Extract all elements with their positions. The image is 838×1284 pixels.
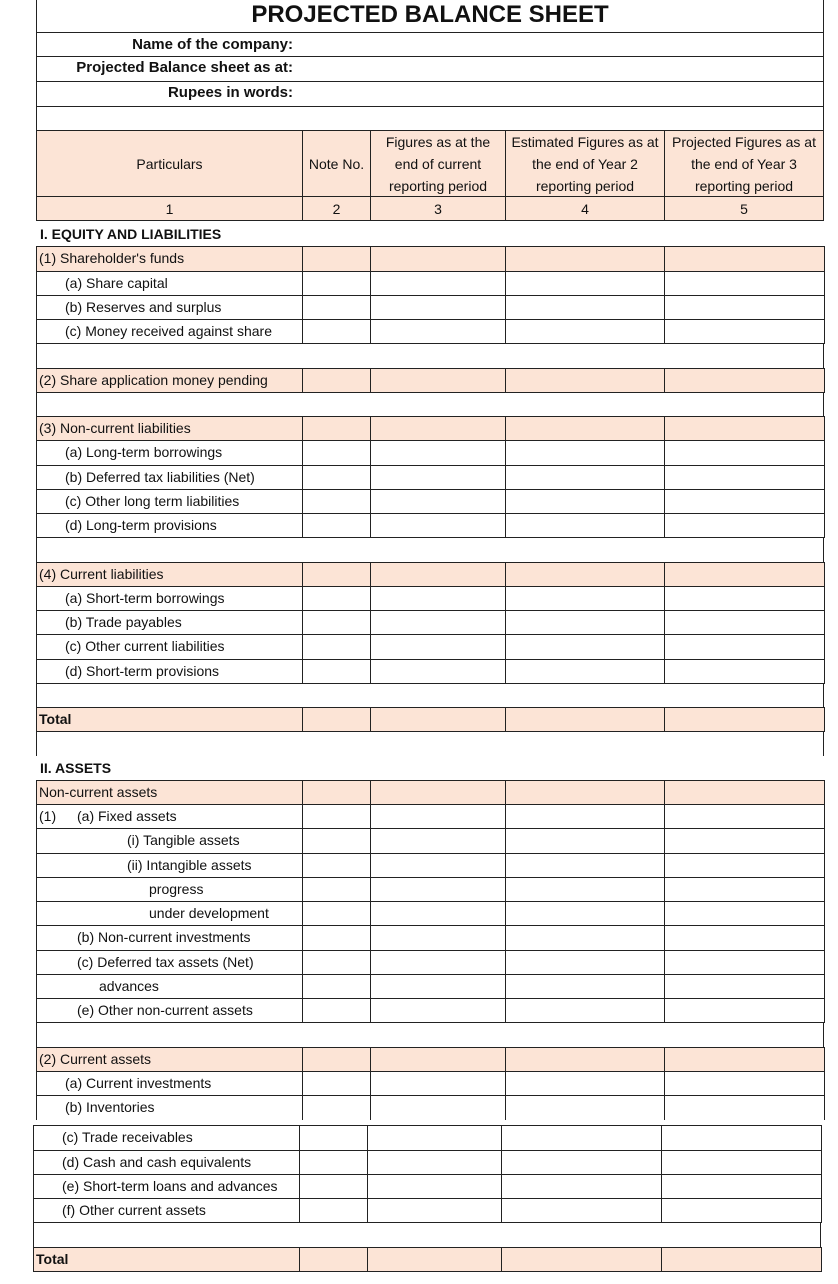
value-cell[interactable] xyxy=(664,804,825,829)
value-cell[interactable] xyxy=(370,925,506,950)
row-label: (b) Inventories xyxy=(65,1099,155,1115)
row-label: (c) Other current liabilities xyxy=(65,638,225,655)
table-row xyxy=(0,319,838,343)
value-cell[interactable] xyxy=(505,998,665,1023)
value-cell[interactable] xyxy=(505,901,665,926)
table-row xyxy=(0,877,838,901)
particulars-cell xyxy=(36,998,303,1023)
particulars-cell xyxy=(36,634,303,659)
colnum-2 xyxy=(302,197,371,221)
value-cell[interactable] xyxy=(302,586,371,611)
value-cell[interactable] xyxy=(505,634,665,659)
value-cell[interactable] xyxy=(299,1247,368,1272)
header-year3 xyxy=(664,130,824,197)
value-cell[interactable] xyxy=(367,1150,502,1175)
blank-cell xyxy=(36,683,824,707)
blank-row xyxy=(0,343,838,367)
value-cell[interactable] xyxy=(302,319,371,344)
value-cell[interactable] xyxy=(370,998,506,1023)
value-cell[interactable] xyxy=(370,901,506,926)
value-cell[interactable] xyxy=(661,1150,822,1175)
value-cell[interactable] xyxy=(302,489,371,514)
value-cell[interactable] xyxy=(664,562,825,587)
table-row xyxy=(0,1071,838,1095)
table-row xyxy=(0,513,838,537)
value-cell[interactable] xyxy=(370,950,506,975)
colnum-5-text: 5 xyxy=(740,201,748,217)
table-row xyxy=(0,780,838,804)
value-cell[interactable] xyxy=(505,610,665,635)
header-note xyxy=(302,130,371,197)
header-particulars-text: Particulars xyxy=(136,156,203,172)
row-label: (b) Non-current investments xyxy=(77,929,251,946)
colnum-3 xyxy=(370,197,506,221)
blank-row xyxy=(0,731,838,755)
value-cell[interactable] xyxy=(664,610,825,635)
particulars-cell xyxy=(36,707,303,732)
table-row xyxy=(0,586,838,610)
value-cell[interactable] xyxy=(664,440,825,465)
particulars-cell xyxy=(36,828,303,853)
colnum-2-text: 2 xyxy=(332,201,341,217)
row-label: (3) Non-current liabilities xyxy=(39,420,191,436)
header-particulars xyxy=(36,130,303,197)
value-cell[interactable] xyxy=(661,1125,822,1150)
value-cell[interactable] xyxy=(664,246,825,271)
blank-cell xyxy=(36,731,824,755)
value-cell[interactable] xyxy=(370,440,506,465)
row-label: (i) Tangible assets xyxy=(127,832,240,849)
table-row xyxy=(0,1047,838,1071)
row-label: (e) Other non-current assets xyxy=(77,1002,253,1018)
header-current-text: Figures as at the end of current reporting period xyxy=(385,134,491,194)
table-row xyxy=(0,489,838,513)
info-row-words xyxy=(36,82,824,107)
value-cell[interactable] xyxy=(302,659,371,684)
value-cell[interactable] xyxy=(367,1125,502,1150)
value-cell[interactable] xyxy=(302,998,371,1023)
row-label: (1) Shareholder's funds xyxy=(39,250,185,267)
value-cell[interactable] xyxy=(664,707,825,732)
particulars-cell xyxy=(36,877,303,902)
row-label: (c) Deferred tax assets (Net) xyxy=(77,953,254,970)
row-label: Total xyxy=(39,711,72,727)
value-cell[interactable] xyxy=(664,319,825,344)
value-cell[interactable] xyxy=(505,416,665,441)
value-cell[interactable] xyxy=(505,319,665,344)
value-cell[interactable] xyxy=(664,659,825,684)
value-cell[interactable] xyxy=(299,1198,368,1223)
header-note-text: Note No. xyxy=(308,156,365,172)
value-cell[interactable] xyxy=(370,804,506,829)
particulars-cell xyxy=(36,416,303,441)
value-cell[interactable] xyxy=(505,853,665,878)
value-cell[interactable] xyxy=(505,804,665,829)
value-cell[interactable] xyxy=(661,1198,822,1223)
blank-cell xyxy=(36,392,824,416)
value-cell[interactable] xyxy=(370,828,506,853)
value-cell[interactable] xyxy=(302,1095,371,1120)
row-label: (d) Short-term provisions xyxy=(65,662,220,679)
particulars-cell xyxy=(36,659,303,684)
blank-row xyxy=(0,392,838,416)
value-cell[interactable] xyxy=(299,1174,368,1199)
value-cell[interactable] xyxy=(302,634,371,659)
particulars-cell xyxy=(36,804,303,829)
value-cell[interactable] xyxy=(505,246,665,271)
value-cell[interactable] xyxy=(370,513,506,538)
value-cell[interactable] xyxy=(370,1071,506,1096)
value-cell[interactable] xyxy=(664,901,825,926)
value-cell[interactable] xyxy=(370,319,506,344)
value-cell[interactable] xyxy=(302,828,371,853)
value-cell[interactable] xyxy=(661,1247,822,1272)
table-row xyxy=(0,756,838,780)
value-cell[interactable] xyxy=(505,586,665,611)
row-label: advances xyxy=(99,977,159,994)
value-cell[interactable] xyxy=(370,780,506,805)
row-label: (1) xyxy=(39,808,57,824)
particulars-cell xyxy=(36,489,303,514)
value-cell[interactable] xyxy=(664,489,825,514)
value-cell[interactable] xyxy=(302,295,371,320)
header-current xyxy=(370,130,506,197)
particulars-cell xyxy=(36,295,303,320)
value-cell[interactable] xyxy=(370,853,506,878)
value-cell[interactable] xyxy=(505,1095,665,1120)
table-row xyxy=(0,1125,838,1149)
value-cell[interactable] xyxy=(302,465,371,490)
value-cell[interactable] xyxy=(505,925,665,950)
value-cell[interactable] xyxy=(370,877,506,902)
table-row xyxy=(0,440,838,464)
particulars-cell xyxy=(36,465,303,490)
particulars-cell xyxy=(36,440,303,465)
value-cell[interactable] xyxy=(505,465,665,490)
value-cell[interactable] xyxy=(302,610,371,635)
particulars-cell xyxy=(36,780,303,805)
total-row xyxy=(0,707,838,731)
value-cell[interactable] xyxy=(664,1071,825,1096)
value-cell[interactable] xyxy=(664,465,825,490)
value-cell[interactable] xyxy=(664,950,825,975)
value-cell[interactable] xyxy=(664,416,825,441)
row-label: (b) Trade payables xyxy=(65,614,182,630)
value-cell[interactable] xyxy=(505,659,665,684)
value-cell[interactable] xyxy=(505,1047,665,1072)
table-row xyxy=(0,1150,838,1174)
table-row xyxy=(0,368,838,392)
table-row xyxy=(0,1174,838,1198)
value-cell[interactable] xyxy=(367,1198,502,1223)
info-row-company xyxy=(36,32,824,57)
value-cell[interactable] xyxy=(302,246,371,271)
row-label: (d) Cash and cash equivalents xyxy=(62,1153,252,1170)
particulars-cell xyxy=(33,1125,300,1150)
value-cell[interactable] xyxy=(501,1174,662,1199)
value-cell[interactable] xyxy=(505,828,665,853)
table-row xyxy=(0,828,838,852)
value-cell[interactable] xyxy=(367,1247,502,1272)
value-cell[interactable] xyxy=(370,416,506,441)
row-label: (a) Current investments xyxy=(65,1074,212,1091)
particulars-cell xyxy=(33,1247,300,1272)
value-cell[interactable] xyxy=(302,368,371,393)
colnum-3-text: 3 xyxy=(434,201,442,217)
table-row xyxy=(0,271,838,295)
blank-row xyxy=(0,683,838,707)
value-cell[interactable] xyxy=(370,271,506,296)
value-cell[interactable] xyxy=(302,950,371,975)
row-label: (a) Long-term borrowings xyxy=(65,444,223,461)
value-cell[interactable] xyxy=(501,1125,662,1150)
row-label: (c) Money received against share xyxy=(65,323,272,339)
value-cell[interactable] xyxy=(505,489,665,514)
value-cell[interactable] xyxy=(370,465,506,490)
value-cell[interactable] xyxy=(505,707,665,732)
value-cell[interactable] xyxy=(302,877,371,902)
value-cell[interactable] xyxy=(664,780,825,805)
table-row xyxy=(0,562,838,586)
row-label: Non-current assets xyxy=(39,783,158,800)
value-cell[interactable] xyxy=(505,950,665,975)
blank-row xyxy=(0,1222,838,1246)
colnum-4 xyxy=(505,197,665,221)
value-cell[interactable] xyxy=(664,513,825,538)
particulars-cell xyxy=(36,246,303,271)
value-cell[interactable] xyxy=(505,368,665,393)
value-cell[interactable] xyxy=(664,998,825,1023)
particulars-cell xyxy=(36,513,303,538)
value-cell[interactable] xyxy=(370,707,506,732)
value-cell[interactable] xyxy=(501,1247,662,1272)
blank-cell xyxy=(36,343,824,367)
sheet-title xyxy=(36,0,824,32)
value-cell[interactable] xyxy=(664,271,825,296)
value-cell[interactable] xyxy=(302,416,371,441)
value-cell[interactable] xyxy=(505,513,665,538)
value-cell[interactable] xyxy=(370,974,506,999)
particulars-cell xyxy=(36,950,303,975)
row-label: (ii) Intangible assets xyxy=(127,856,252,873)
row-label: under development xyxy=(149,905,269,921)
particulars-cell xyxy=(36,1095,303,1120)
info-label-company: Name of the company: xyxy=(132,36,293,53)
particulars-cell xyxy=(36,853,303,878)
total-row xyxy=(0,1247,838,1271)
particulars-cell xyxy=(36,562,303,587)
blank-row xyxy=(0,537,838,561)
table-row xyxy=(0,950,838,974)
value-cell[interactable] xyxy=(505,780,665,805)
info-row-date xyxy=(36,57,824,82)
value-cell[interactable] xyxy=(302,925,371,950)
value-cell[interactable] xyxy=(664,295,825,320)
value-cell[interactable] xyxy=(302,1047,371,1072)
particulars-cell xyxy=(36,271,303,296)
value-cell[interactable] xyxy=(302,440,371,465)
value-cell[interactable] xyxy=(302,707,371,732)
value-cell[interactable] xyxy=(661,1174,822,1199)
value-cell[interactable] xyxy=(501,1150,662,1175)
value-cell[interactable] xyxy=(664,877,825,902)
value-cell[interactable] xyxy=(664,925,825,950)
table-row xyxy=(0,974,838,998)
header-year2-text: Estimated Figures as at the end of Year 2 reporting period xyxy=(511,134,659,194)
row-label: (4) Current liabilities xyxy=(39,565,164,582)
table-row xyxy=(0,222,838,246)
value-cell[interactable] xyxy=(299,1125,368,1150)
particulars-cell xyxy=(33,1198,300,1223)
value-cell[interactable] xyxy=(505,1071,665,1096)
row-label: (b) Deferred tax liabilities (Net) xyxy=(65,468,255,485)
particulars-cell xyxy=(36,1047,303,1072)
value-cell[interactable] xyxy=(664,828,825,853)
table-row xyxy=(0,1095,838,1119)
particulars-cell xyxy=(36,319,303,344)
value-cell[interactable] xyxy=(302,804,371,829)
row-label: (c) Other long term liabilities xyxy=(65,492,240,509)
colnum-4-text: 4 xyxy=(581,201,589,217)
blank-cell xyxy=(36,1022,824,1046)
value-cell[interactable] xyxy=(505,877,665,902)
section-heading: II. ASSETS xyxy=(40,759,112,776)
value-cell[interactable] xyxy=(370,1095,506,1120)
particulars-cell xyxy=(36,1071,303,1096)
table-row xyxy=(0,295,838,319)
table-row xyxy=(0,610,838,634)
blank-row xyxy=(0,1022,838,1046)
table-row xyxy=(0,416,838,440)
value-cell[interactable] xyxy=(505,271,665,296)
value-cell[interactable] xyxy=(370,368,506,393)
table-row xyxy=(0,659,838,683)
sheet-title-text: PROJECTED BALANCE SHEET xyxy=(251,1,609,28)
blank-cell xyxy=(33,1222,821,1246)
table-row xyxy=(0,634,838,658)
table-row xyxy=(0,853,838,877)
value-cell[interactable] xyxy=(664,586,825,611)
value-cell[interactable] xyxy=(505,440,665,465)
table-row xyxy=(0,925,838,949)
value-cell[interactable] xyxy=(302,513,371,538)
value-cell[interactable] xyxy=(664,1095,825,1120)
info-label-date: Projected Balance sheet as at: xyxy=(76,59,293,76)
value-cell[interactable] xyxy=(370,586,506,611)
info-spacer xyxy=(36,107,824,130)
table-row xyxy=(0,998,838,1022)
row-label: (c) Trade receivables xyxy=(62,1129,193,1146)
value-cell[interactable] xyxy=(505,295,665,320)
particulars-cell xyxy=(33,1150,300,1175)
row-label: progress xyxy=(149,880,204,897)
particulars-cell xyxy=(36,901,303,926)
row-label: (d) Long-term provisions xyxy=(65,517,217,533)
table-row xyxy=(0,901,838,925)
blank-cell xyxy=(36,537,824,561)
row-label: Total xyxy=(36,1250,69,1267)
value-cell[interactable] xyxy=(370,246,506,271)
row-label: (a) Short-term borrowings xyxy=(65,589,225,606)
colnum-5 xyxy=(664,197,824,221)
value-cell[interactable] xyxy=(505,974,665,999)
value-cell[interactable] xyxy=(370,1047,506,1072)
particulars-cell xyxy=(36,925,303,950)
value-cell[interactable] xyxy=(664,634,825,659)
header-year3-text: Projected Figures as at the end of Year 3 reporting period xyxy=(672,134,816,194)
row-label: (e) Short-term loans and advances xyxy=(62,1177,278,1194)
particulars-cell xyxy=(36,368,303,393)
row-label: (2) Current assets xyxy=(39,1050,152,1067)
row-label: (a) Share capital xyxy=(65,274,168,291)
particulars-cell xyxy=(36,974,303,999)
value-cell[interactable] xyxy=(370,634,506,659)
value-cell[interactable] xyxy=(505,562,665,587)
row-label: (b) Reserves and surplus xyxy=(65,298,222,315)
value-cell[interactable] xyxy=(302,1071,371,1096)
particulars-cell xyxy=(36,610,303,635)
particulars-cell xyxy=(36,586,303,611)
value-cell[interactable] xyxy=(664,368,825,393)
table-row xyxy=(0,1198,838,1222)
value-cell[interactable] xyxy=(664,1047,825,1072)
info-label-words: Rupees in words: xyxy=(167,84,293,101)
value-cell[interactable] xyxy=(370,295,506,320)
value-cell[interactable] xyxy=(370,489,506,514)
value-cell[interactable] xyxy=(370,562,506,587)
value-cell[interactable] xyxy=(302,901,371,926)
header-year2 xyxy=(505,130,665,197)
value-cell[interactable] xyxy=(370,659,506,684)
value-cell[interactable] xyxy=(302,853,371,878)
value-cell[interactable] xyxy=(302,974,371,999)
table-row xyxy=(0,465,838,489)
colnum-1 xyxy=(36,197,303,221)
value-cell[interactable] xyxy=(302,780,371,805)
row-label-secondary: (a) Fixed assets xyxy=(77,808,177,824)
value-cell[interactable] xyxy=(370,610,506,635)
value-cell[interactable] xyxy=(664,853,825,878)
value-cell[interactable] xyxy=(302,562,371,587)
row-label: (f) Other current assets xyxy=(62,1202,206,1218)
table-row xyxy=(0,246,838,270)
value-cell[interactable] xyxy=(367,1174,502,1199)
value-cell[interactable] xyxy=(299,1150,368,1175)
particulars-cell xyxy=(33,1174,300,1199)
value-cell[interactable] xyxy=(664,974,825,999)
value-cell[interactable] xyxy=(302,271,371,296)
row-label: (2) Share application money pending xyxy=(39,371,268,388)
value-cell[interactable] xyxy=(501,1198,662,1223)
table-row xyxy=(0,804,838,828)
colnum-1-text: 1 xyxy=(165,201,174,217)
section-heading: I. EQUITY AND LIABILITIES xyxy=(40,226,222,242)
